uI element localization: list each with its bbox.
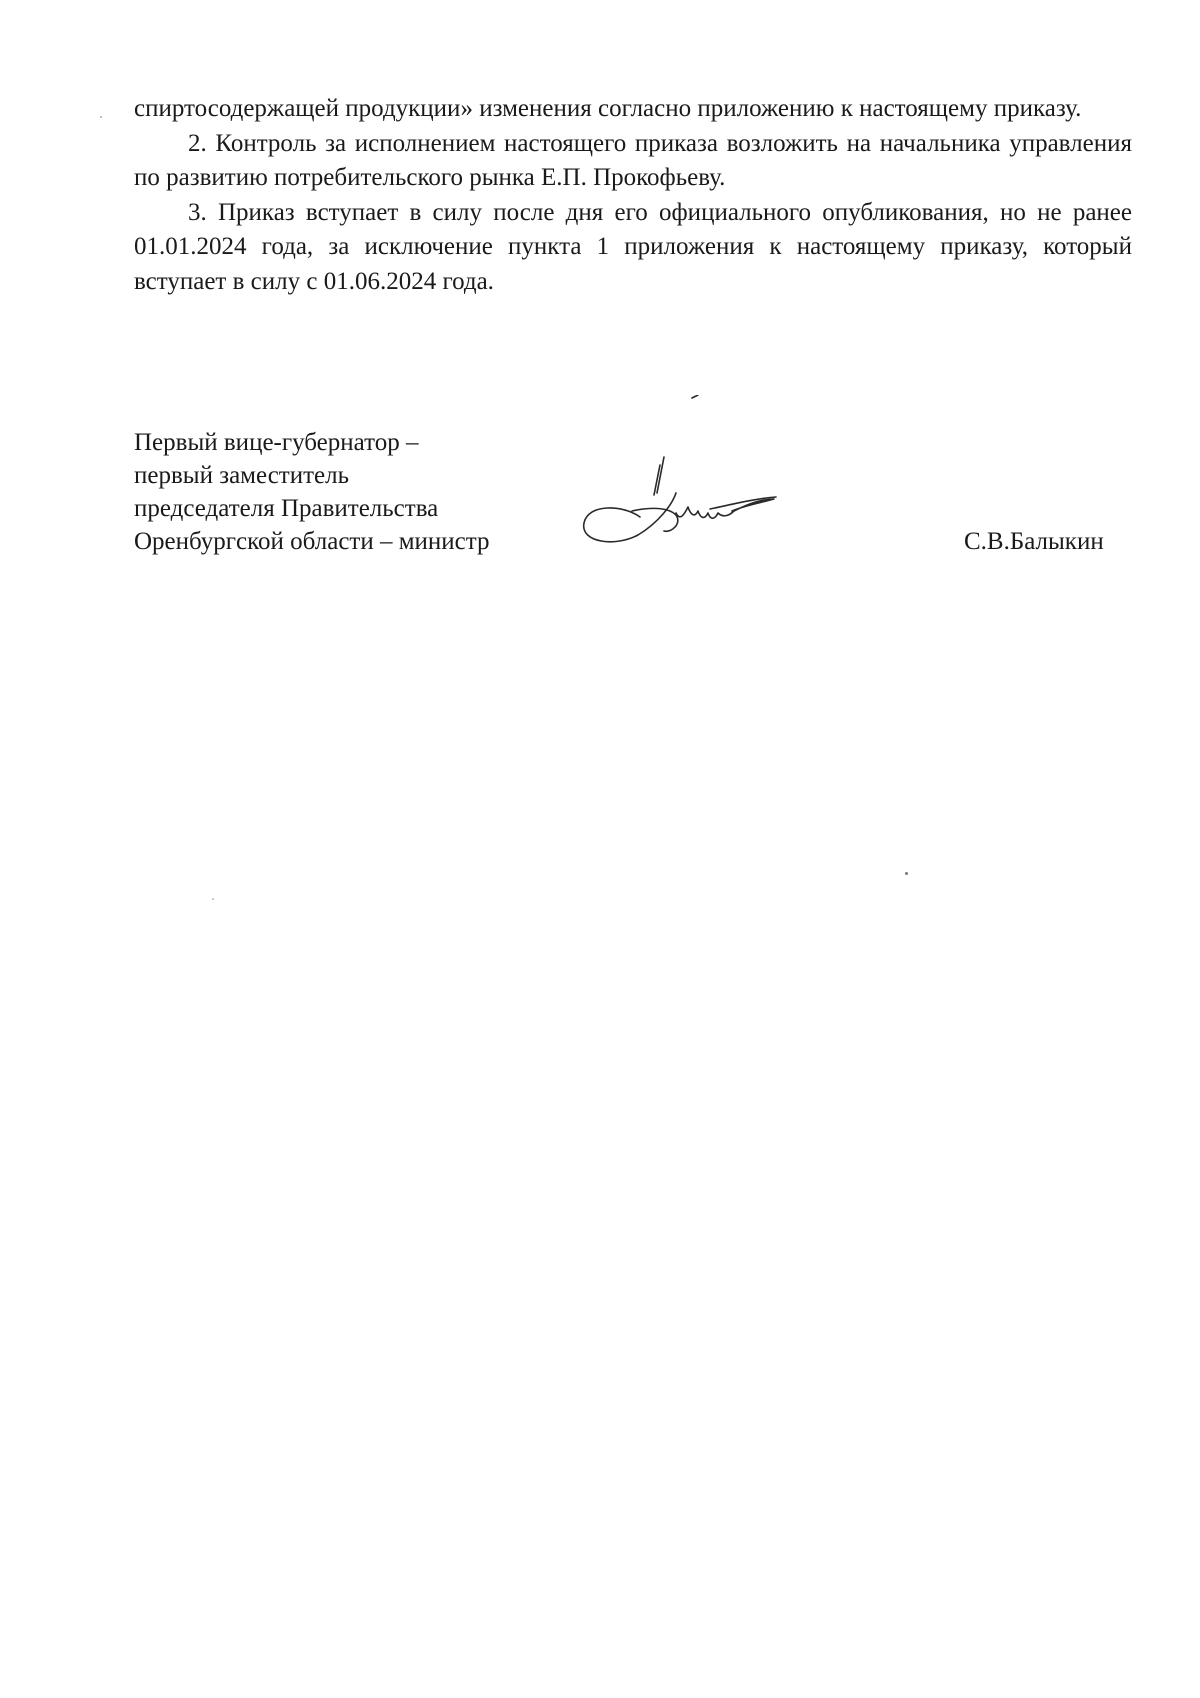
signatory-position-line: председателя Правительства	[134, 495, 439, 522]
paragraph-item-3: 3. Приказ вступает в силу после дня его официального опубликования, но не ранее 01.01.2024 года, за исключение пункта 1 приложения к настоящему приказу, который вступает в силу с 01.06.2024 года.	[134, 198, 1132, 295]
paragraph-continuation: спиртосодержащей продукции» изменения согласно приложению к настоящему приказу.	[134, 95, 1082, 122]
signatory-position-line: Оренбургской области – министр	[134, 528, 490, 555]
paragraph-item-2: 2. Контроль за исполнением настоящего приказа возложить на начальника управления по развитию потребительского рынка Е.П. Прокофьеву.	[134, 129, 1132, 191]
handwritten-signature	[580, 395, 800, 565]
signatory-position-line: Первый вице-губернатор –	[134, 429, 419, 456]
signatory-position	[134, 426, 490, 558]
scan-speck	[100, 116, 102, 118]
signatory-name: С.В.Балыкин	[964, 528, 1104, 555]
document-body	[134, 92, 1132, 299]
scan-speck	[212, 898, 214, 900]
signatory-position-line: первый заместитель	[134, 462, 350, 489]
scan-speck	[905, 872, 908, 875]
